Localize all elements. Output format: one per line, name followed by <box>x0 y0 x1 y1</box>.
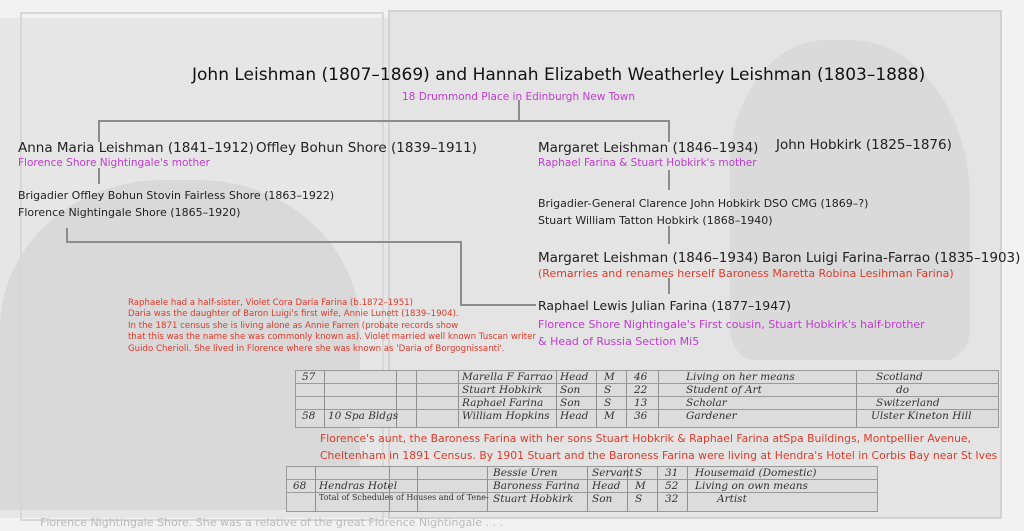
margaret-dates-1: (1846–1934) <box>672 140 759 156</box>
side-note-line: that this was the name she was commonly known as). Violet married well known Tuscan writer <box>128 332 536 343</box>
root-husband-name: John Leishman <box>192 65 317 85</box>
connector-top-bar <box>98 120 670 122</box>
census-1891-image <box>295 370 999 428</box>
root-address: 18 Drummond Place in Edinburgh New Town <box>402 91 635 103</box>
right-child-1: Brigadier-General Clarence John Hobkirk DSO CMG (1869–?) <box>538 197 869 210</box>
connector-florence-drop <box>460 241 462 306</box>
connector-root-down <box>518 100 520 122</box>
census-1901-row: 68 Hendras Hotel Baroness Farina Head M 52 Living on own means <box>287 480 877 493</box>
margaret-leishman-2 <box>538 250 758 266</box>
connector-left-children <box>98 168 100 184</box>
census-1891-row: 57 Marella F Farrao Head M 46 Living on her means Scotland <box>296 371 998 384</box>
raphael-note-1: Florence Shore Nightingale's First cousin, Stuart Hobkirk's half-brother <box>538 318 925 331</box>
right-child-2: Stuart William Tatton Hobkirk (1868–1940) <box>538 214 773 227</box>
luigi-dates: (1835–1903) <box>934 250 1021 266</box>
side-note <box>128 298 536 355</box>
raphael-farina <box>538 298 791 313</box>
side-note-line: In the 1871 census she is living alone as Annie Farren (probate records show <box>128 320 459 331</box>
census-1901-image <box>286 466 878 512</box>
baron-luigi-farina <box>762 250 1020 266</box>
census-1891-row: 58 10 Spa Bldgs William Hopkins Head M 36 Gardener Ulster Kineton Hill <box>302 410 972 422</box>
root-wife-name: Hannah Elizabeth Weatherley Leishman <box>472 65 812 85</box>
side-note-line: Daria was the daughter of Baron Luigi's first wife, Annie Lunett (1839–1904). <box>128 309 459 320</box>
side-note-line: Guido Cherioli. She lived in Florence where she was known as 'Daria of Borgognissanti'. <box>128 343 505 354</box>
root-and: and <box>435 65 468 85</box>
census-1891-row: Stuart Hobkirk Son S 22 Student of Art do <box>296 384 998 397</box>
connector-right-children <box>668 170 670 190</box>
john-hobkirk <box>776 137 952 153</box>
margaret-note-1: Raphael Farina & Stuart Hobkirk's mother <box>538 157 757 169</box>
census-1901-row: Bessie Uren Servant S 31 Housemaid (Domestic) <box>287 467 877 480</box>
census-1891-row: Raphael Farina Son S 13 Scholar Switzerland <box>296 397 998 410</box>
margaret-leishman-1 <box>538 140 758 156</box>
anna-maria-leishman <box>18 140 254 156</box>
connector-left-down <box>98 120 100 142</box>
offley-name: Offley Bohun Shore <box>256 140 387 156</box>
connector-right-mid <box>668 226 670 244</box>
hobkirk-dates: (1825–1876) <box>865 137 952 153</box>
connector-farina-child <box>668 278 670 294</box>
anna-dates: (1841–1912) <box>167 140 254 156</box>
offley-dates: (1839–1911) <box>391 140 477 156</box>
raphael-note-2: & Head of Russia Section Mi5 <box>538 335 700 348</box>
margaret-name-2: Margaret Leishman <box>538 250 669 266</box>
root-husband-dates: (1807–1869) <box>321 65 430 85</box>
connector-right-down <box>668 120 670 142</box>
census-1901-row: Total of Schedules of Houses and of Tene- Stuart Hobkirk Son S 32 Artist <box>319 493 747 505</box>
root-couple <box>192 65 925 85</box>
hobkirk-name: John Hobkirk <box>776 137 862 153</box>
connector-florence-bar <box>66 241 462 243</box>
anna-note: Florence Shore Nightingale's mother <box>18 157 210 169</box>
raphael-name: Raphael Lewis Julian Farina <box>538 298 708 313</box>
background-caption: Florence Nightingale Shore. She was a relative of the great Florence Nightingale . . . <box>40 516 503 529</box>
census-caption-2: Cheltenham in 1891 Census. By 1901 Stuart and the Baroness Farina were living at Hendra's Hotel in Corbis Bay near St Ives <box>320 449 998 462</box>
root-wife-dates: (1803–1888) <box>816 65 926 85</box>
offley-bohun-shore <box>256 140 477 156</box>
margaret-note-2: (Remarries and renames herself Baroness Maretta Robina Lesihman Farina) <box>538 267 954 280</box>
anna-name: Anna Maria Leishman <box>18 140 164 156</box>
left-child-1: Brigadier Offley Bohun Stovin Fairless Shore (1863–1922) <box>18 189 335 202</box>
left-child-2: Florence Nightingale Shore (1865–1920) <box>18 206 241 219</box>
side-note-line: Raphaele had a half-sister, Violet Cora Daria Farina (b.1872–1951) <box>128 298 413 308</box>
margaret-dates-2: (1846–1934) <box>672 250 759 266</box>
margaret-name-1: Margaret Leishman <box>538 140 669 156</box>
census-caption-1: Florence's aunt, the Baroness Farina with her sons Stuart Hobkrik & Raphael Farina atSpa Buildings, Montpellier Avenue, <box>320 432 971 445</box>
luigi-name: Baron Luigi Farina-Farrao <box>762 250 931 266</box>
raphael-dates: (1877–1947) <box>711 298 791 313</box>
